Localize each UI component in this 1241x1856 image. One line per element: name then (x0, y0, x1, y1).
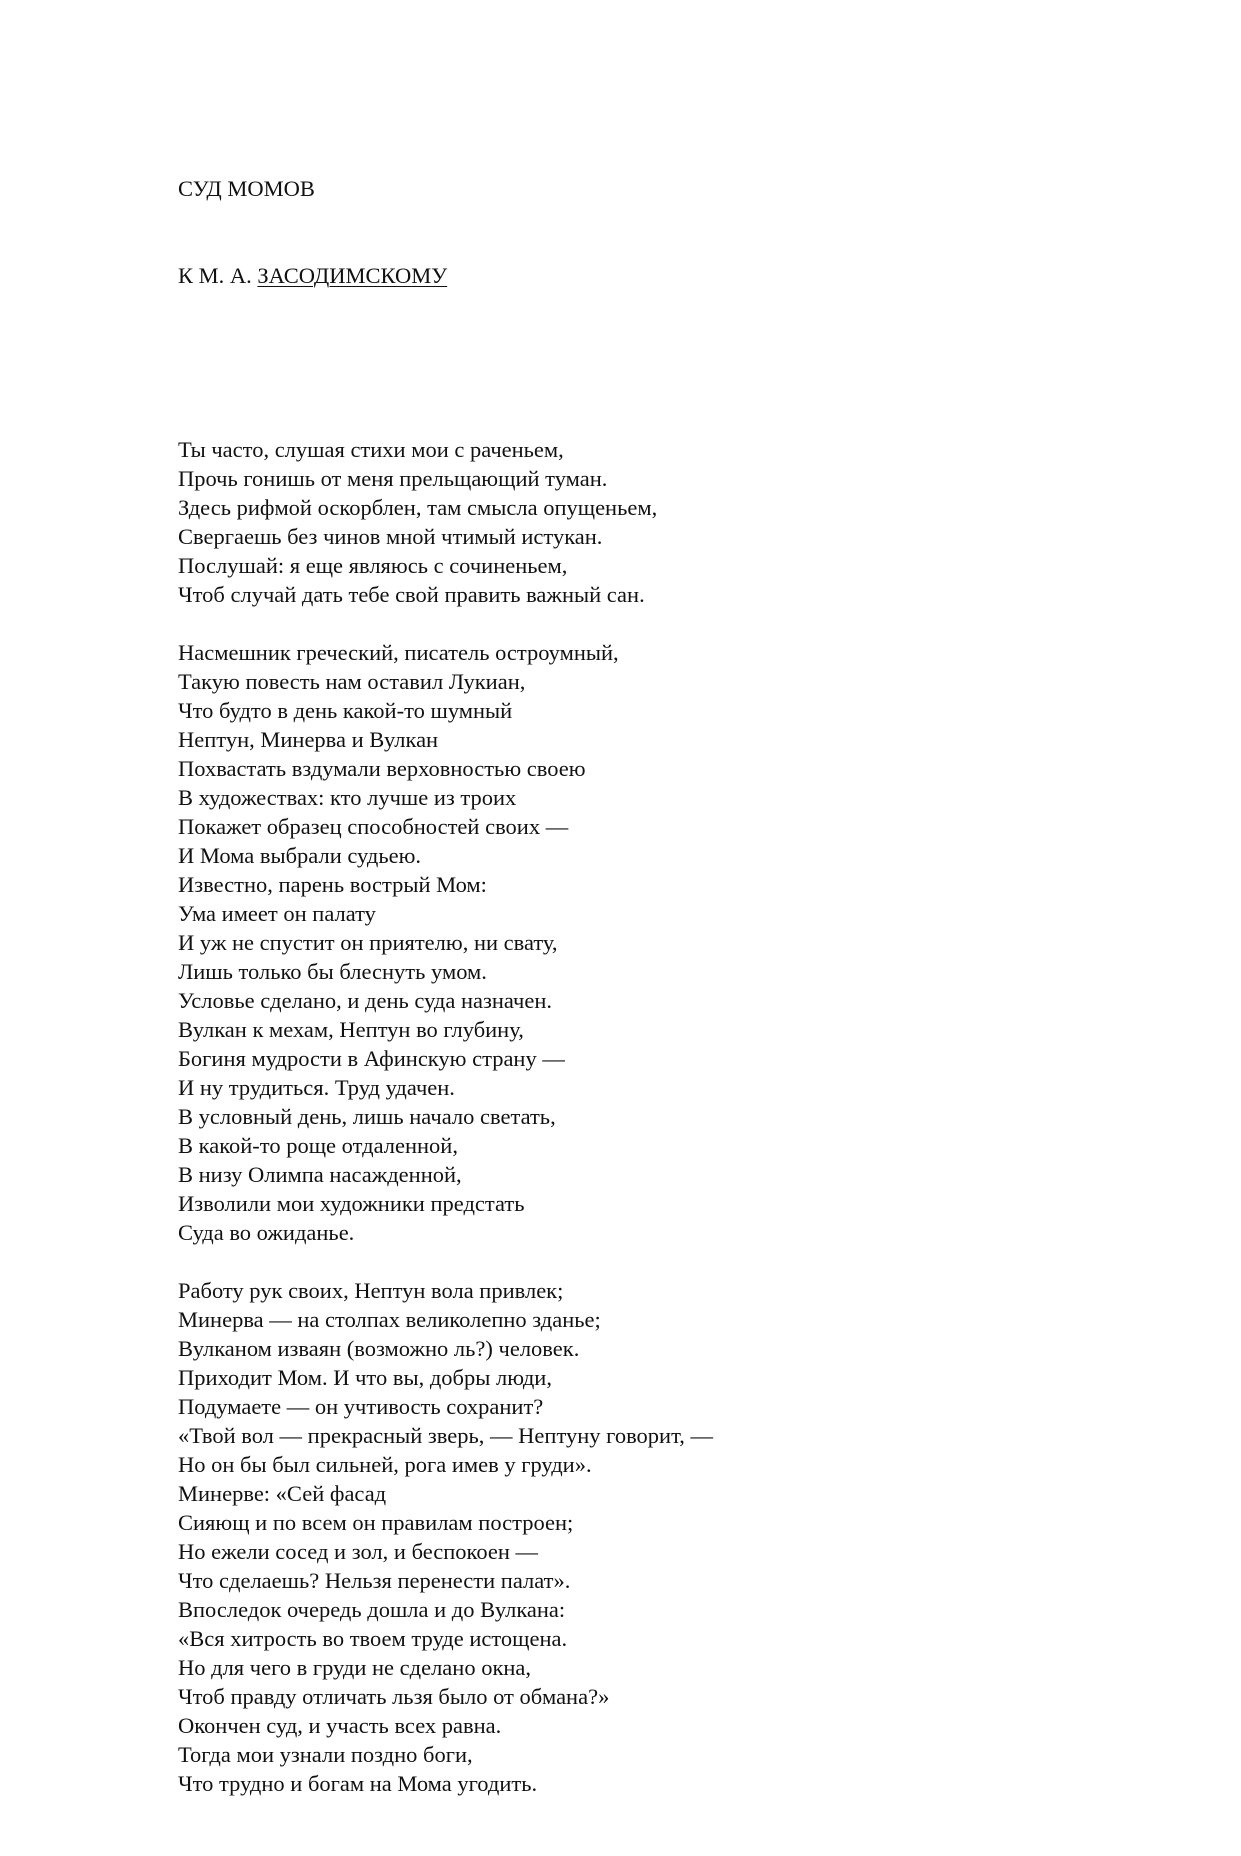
verse-line: Прочь гонишь от меня прельщающий туман. (178, 466, 608, 491)
dedication-prefix: К М. А. (178, 263, 258, 288)
poem-body (178, 116, 1138, 1856)
verse-line: Изволили мои художники предстать (178, 1191, 525, 1216)
stanza (178, 638, 1138, 1247)
verse-line: Окончен суд, и участь всех равна. (178, 1713, 502, 1738)
verse-line: Приходит Мом. И что вы, добры люди, (178, 1365, 552, 1390)
stanza-gap (178, 1247, 1138, 1276)
stanza (178, 435, 1138, 609)
verse-line: Подумаете — он учтивость сохранит? (178, 1394, 544, 1419)
verse-line: Ума имеет он палату (178, 901, 376, 926)
verse-line: И Мома выбрали судьею. (178, 843, 422, 868)
verse-line: Чтоб правду отличать льзя было от обмана?» (178, 1684, 610, 1709)
verse-line: В низу Олимпа насажденной, (178, 1162, 462, 1187)
dedication-line (178, 261, 1138, 290)
verse-line: Минерве: «Сей фасад (178, 1481, 387, 1506)
verse-line: Но для чего в груди не сделано окна, (178, 1655, 532, 1680)
verse-line: Тогда мои узнали поздно боги, (178, 1742, 473, 1767)
verse-line: Вулкан к мехам, Нептун во глубину, (178, 1017, 524, 1042)
verse-line: Покажет образец способностей своих — (178, 814, 569, 839)
stanzas-container (178, 435, 1138, 1798)
verse-line: Работу рук своих, Нептун вола привлек; (178, 1278, 564, 1303)
verse-line: Суда во ожиданье. (178, 1220, 355, 1245)
verse-line: Вулканом изваян (возможно ль?) человек. (178, 1336, 580, 1361)
verse-line: Но ежели сосед и зол, и беспокоен — (178, 1539, 539, 1564)
verse-line: В какой-то роще отдаленной, (178, 1133, 458, 1158)
verse-line: «Твой вол — прекрасный зверь, — Нептуну говорит, — (178, 1423, 713, 1448)
verse-line: Ты часто, слушая стихи мои с раченьем, (178, 437, 564, 462)
verse-line: В художествах: кто лучше из троих (178, 785, 517, 810)
stanza-gap (178, 609, 1138, 638)
verse-line: Свергаешь без чинов мной чтимый истукан. (178, 524, 603, 549)
verse-line: Богиня мудрости в Афинскую страну — (178, 1046, 565, 1071)
dedication-name: ЗАСОДИМСКОМУ (257, 263, 448, 288)
verse-line: Чтоб случай дать тебе свой править важный сан. (178, 582, 645, 607)
verse-line: Впоследок очередь дошла и до Вулкана: (178, 1597, 566, 1622)
verse-line: Что будто в день какой-то шумный (178, 698, 513, 723)
verse-line: Сияющ и по всем он правилам построен; (178, 1510, 574, 1535)
verse-line: Что трудно и богам на Мома угодить. (178, 1771, 538, 1796)
verse-line: Похвастать вздумали верховностью своею (178, 756, 586, 781)
verse-line: И уж не спустит он приятелю, ни свату, (178, 930, 558, 955)
verse-line: Послушай: я еще являюсь с сочиненьем, (178, 553, 568, 578)
verse-line: «Вся хитрость во твоем труде истощена. (178, 1626, 568, 1651)
verse-line: Условье сделано, и день суда назначен. (178, 988, 552, 1013)
verse-line: Такую повесть нам оставил Лукиан, (178, 669, 526, 694)
verse-line: Лишь только бы блеснуть умом. (178, 959, 487, 984)
verse-line: Но он бы был сильней, рога имев у груди». (178, 1452, 592, 1477)
verse-line: Здесь рифмой оскорблен, там смысла опущеньем, (178, 495, 658, 520)
blank-line (178, 348, 1138, 377)
stanza (178, 1276, 1138, 1798)
verse-line: В условный день, лишь начало светать, (178, 1104, 556, 1129)
verse-line: Минерва — на столпах великолепно зданье; (178, 1307, 601, 1332)
poem-title: СУД МОМОВ (178, 176, 315, 201)
verse-line: И ну трудиться. Труд удачен. (178, 1075, 455, 1100)
verse-line: Насмешник греческий, писатель остроумный, (178, 640, 619, 665)
verse-line: Нептун, Минерва и Вулкан (178, 727, 439, 752)
verse-line: Известно, парень вострый Мом: (178, 872, 487, 897)
verse-line: Что сделаешь? Нельзя перенести палат». (178, 1568, 571, 1593)
